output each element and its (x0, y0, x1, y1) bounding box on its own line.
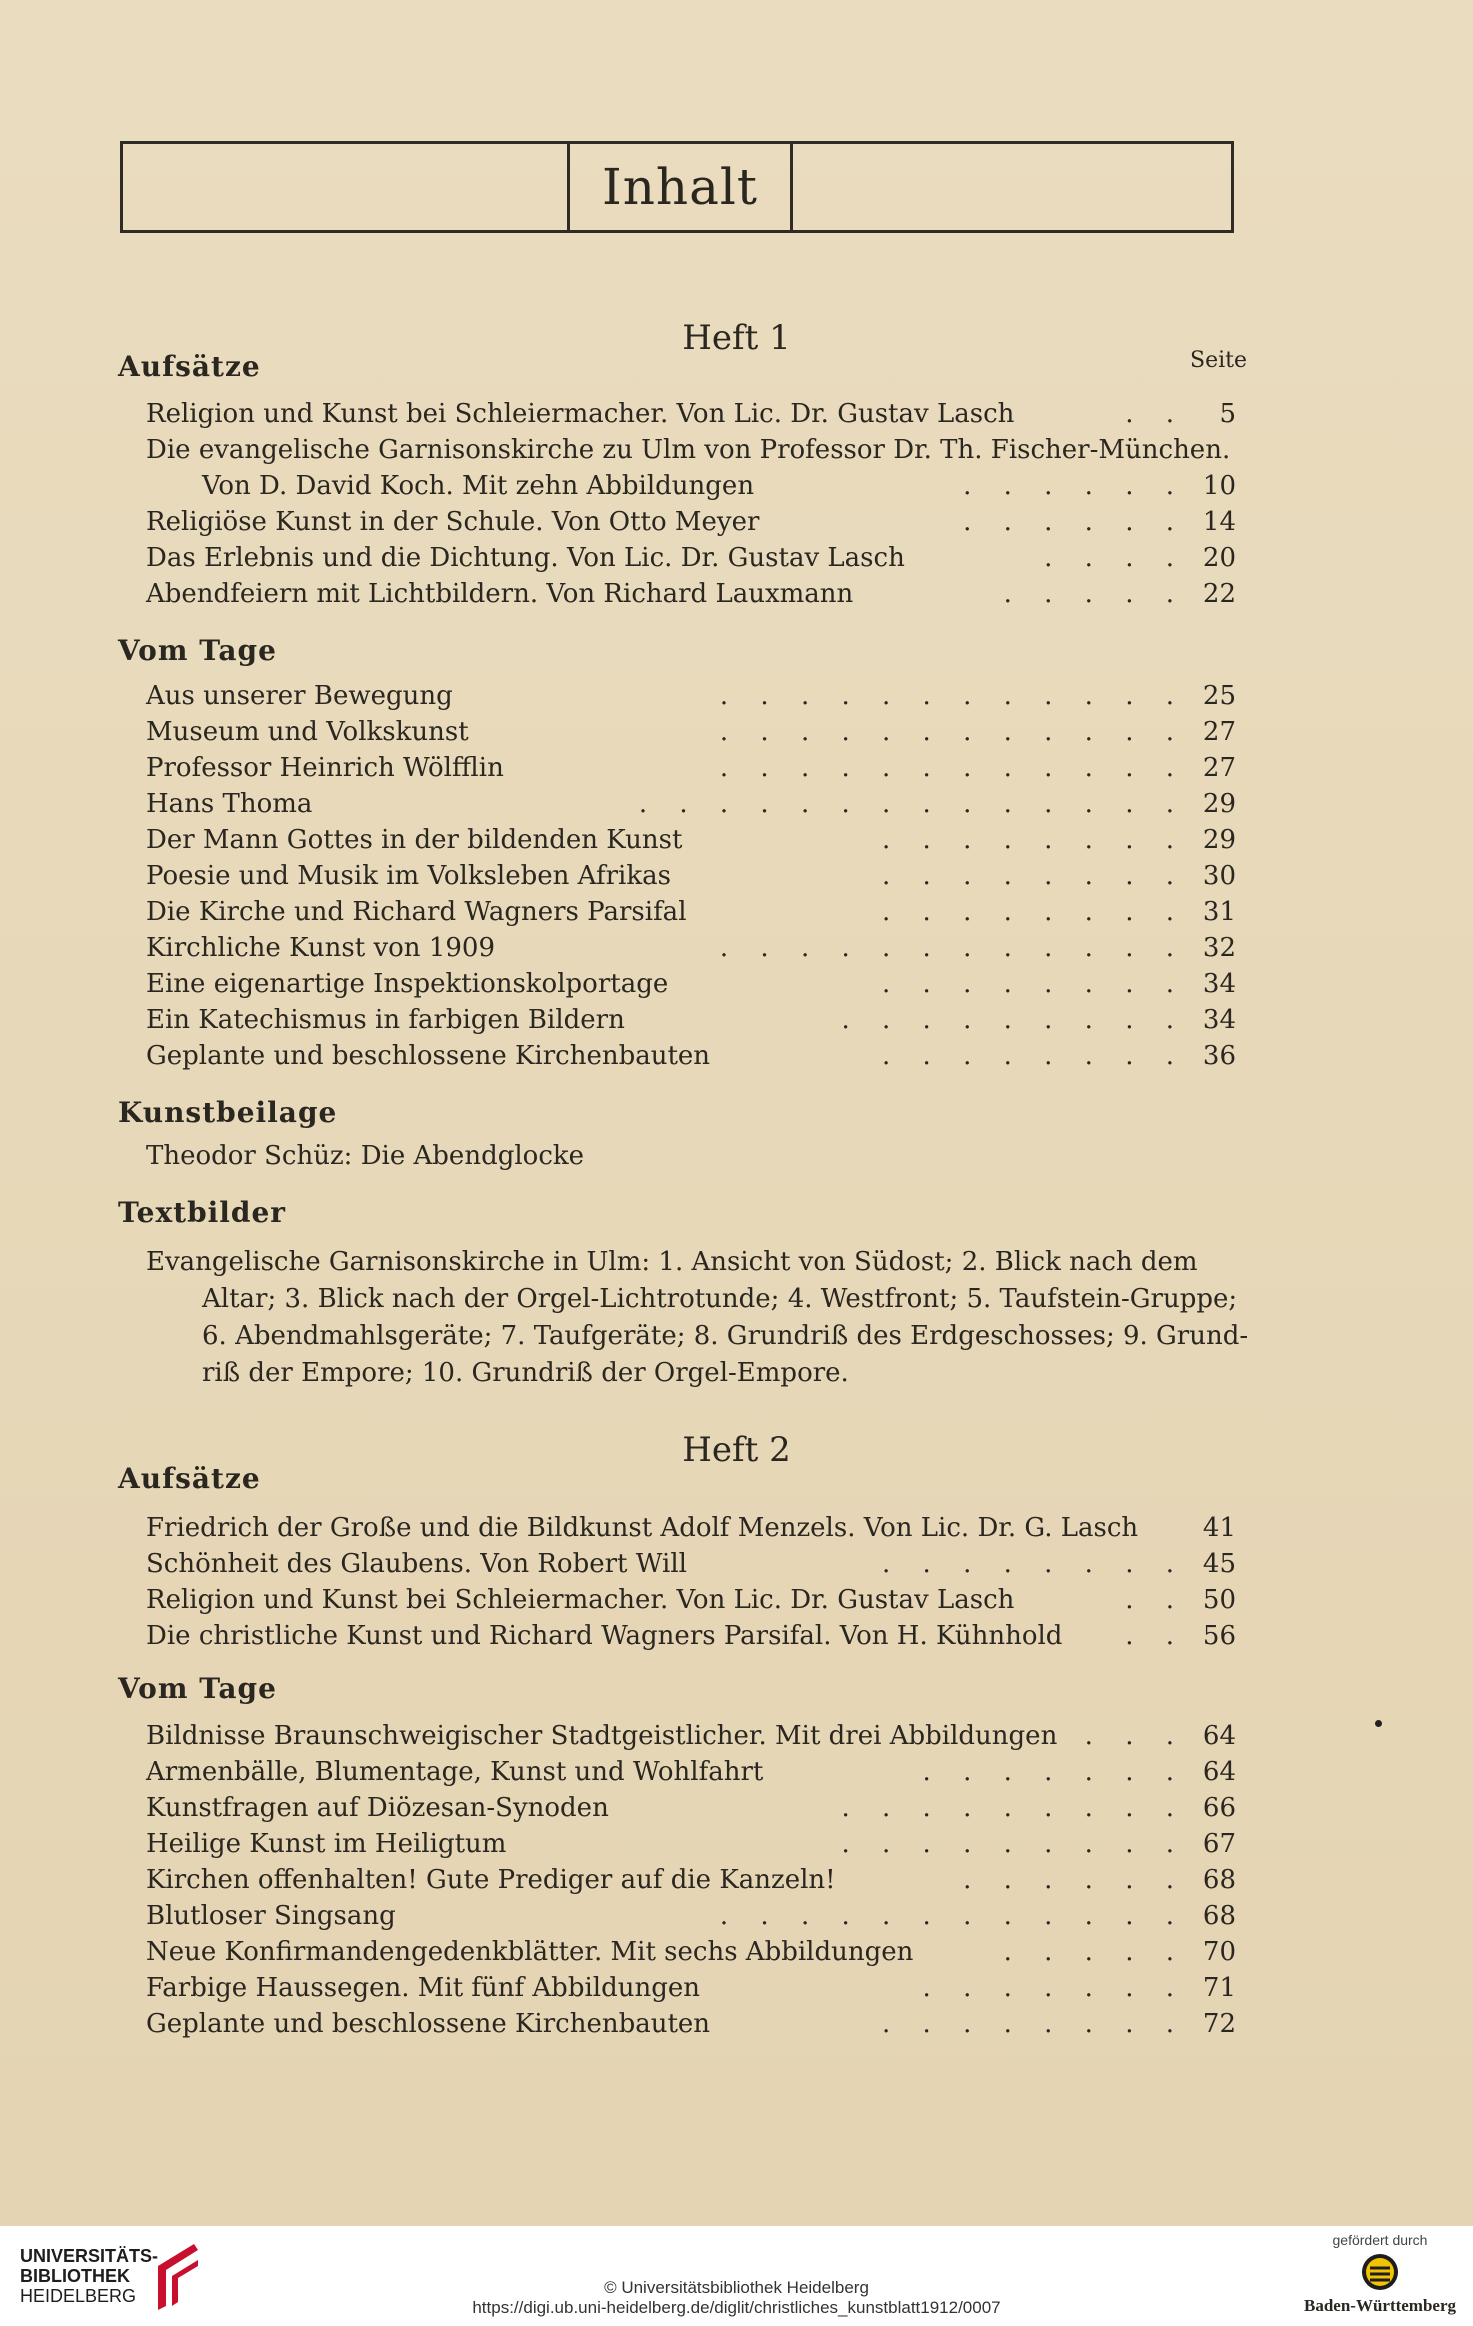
toc-entry-page: 14 (1202, 507, 1236, 537)
toc-entry-page: 32 (1202, 933, 1236, 963)
toc-entry-title: Von D. David Koch. Mit zehn Abbildungen (202, 471, 755, 501)
toc-entry[interactable]: Schönheit des Glaubens. Von Robert Will . . . . . . . . 45 (146, 1546, 1236, 1582)
toc-entry-page: 25 (1202, 681, 1236, 711)
toc-entry[interactable]: Aus unserer Bewegung . . . . . . . . . . . . 25 (146, 678, 1236, 714)
funder-block[interactable] (1300, 2232, 1460, 2316)
textbilder-line: riß der Empore; 10. Grundriß der Orgel-Empore. (202, 1358, 849, 1388)
toc-entry-page: 31 (1202, 897, 1236, 927)
toc-entry[interactable]: Eine eigenartige Inspektionskolportage . . . . . . . . 34 (146, 966, 1236, 1002)
footer-bar (0, 2226, 1473, 2326)
toc-entry[interactable]: Hans Thoma . . . . . . . . . . . . . . 29 (146, 786, 1236, 822)
toc-entry-page: 68 (1202, 1901, 1236, 1931)
toc-entry-title: Aus unserer Bewegung (146, 681, 453, 711)
toc-entry-page: 66 (1202, 1793, 1236, 1823)
toc-entry-title: Die evangelische Garnisonskirche zu Ulm von Professor Dr. Th. Fischer-München. (146, 435, 1231, 465)
toc-entry[interactable]: Farbige Haussegen. Mit fünf Abbildungen . . . . . . . 71 (146, 1970, 1236, 2006)
toc-entry[interactable]: Blutloser Singsang . . . . . . . . . . . . 68 (146, 1898, 1236, 1934)
toc-entry-title: Kirchen offenhalten! Gute Prediger auf die Kanzeln! (146, 1865, 836, 1895)
toc-entry-title: Heilige Kunst im Heiligtum (146, 1829, 507, 1859)
heft-1-aufsaetze-heading: Aufsätze (118, 350, 261, 383)
toc-entry-page: 27 (1202, 753, 1236, 783)
toc-entry-page: 27 (1202, 717, 1236, 747)
toc-entry-page: 29 (1202, 825, 1236, 855)
toc-entry-title: Die christliche Kunst und Richard Wagners Parsifal. Von H. Kühnhold (146, 1621, 1063, 1651)
library-name-line-2: BIBLIOTHEK (20, 2266, 130, 2286)
toc-entry-title: Bildnisse Braunschweigischer Stadtgeistlicher. Mit drei Abbildungen (146, 1721, 1058, 1751)
heft-1-textbilder-heading: Textbilder (118, 1196, 287, 1229)
permalink-url[interactable]: https://digi.ub.uni-heidelberg.de/diglit/christliches_kunstblatt1912/0007 (472, 2298, 1001, 2317)
toc-entry[interactable]: Kunstfragen auf Diözesan-Synoden . . . . . . . . . 66 (146, 1790, 1236, 1826)
seite-label: Seite (1190, 348, 1247, 373)
toc-entry[interactable]: Von D. David Koch. Mit zehn Abbildungen . . . . . . 10 (202, 468, 1236, 504)
toc-entry-title: Das Erlebnis und die Dichtung. Von Lic. Dr. Gustav Lasch (146, 543, 905, 573)
toc-entry-page: 72 (1202, 2009, 1236, 2039)
copyright-notice: © Universitätsbibliothek Heidelberg (604, 2278, 869, 2297)
toc-entry-title: Religion und Kunst bei Schleiermacher. Von Lic. Dr. Gustav Lasch (146, 1585, 1015, 1615)
toc-entry-title: Abendfeiern mit Lichtbildern. Von Richard Lauxmann (146, 579, 854, 609)
toc-entry-page: 20 (1202, 543, 1236, 573)
toc-entry[interactable]: Museum und Volkskunst . . . . . . . . . . . . 27 (146, 714, 1236, 750)
toc-entry[interactable]: Professor Heinrich Wölfflin . . . . . . . . . . . . 27 (146, 750, 1236, 786)
toc-entry[interactable]: Abendfeiern mit Lichtbildern. Von Richard Lauxmann . . . . . 22 (146, 576, 1236, 612)
toc-entry-page: 50 (1202, 1585, 1236, 1615)
library-name-line-1: UNIVERSITÄTS- (20, 2246, 159, 2266)
toc-entry-page: 30 (1202, 861, 1236, 891)
toc-entry[interactable]: Kirchen offenhalten! Gute Prediger auf die Kanzeln! . . . . . . 68 (146, 1862, 1236, 1898)
toc-entry-page: 70 (1202, 1937, 1236, 1967)
heft-1-vomtage-heading: Vom Tage (118, 634, 277, 667)
toc-entry-page: 5 (1219, 399, 1236, 429)
toc-entry[interactable]: Armenbälle, Blumentage, Kunst und Wohlfahrt . . . . . . . 64 (146, 1754, 1236, 1790)
toc-entry[interactable]: Religion und Kunst bei Schleiermacher. Von Lic. Dr. Gustav Lasch . . 5 (146, 396, 1236, 432)
toc-entry-title: Poesie und Musik im Volksleben Afrikas (146, 861, 671, 891)
toc-entry-title: Friedrich der Große und die Bildkunst Adolf Menzels. Von Lic. Dr. G. Lasch (146, 1513, 1139, 1543)
kunstbeilage-text: Theodor Schüz: Die Abendglocke (146, 1141, 585, 1171)
toc-entry[interactable]: Geplante und beschlossene Kirchenbauten . . . . . . . . 72 (146, 2006, 1236, 2042)
toc-entry-title: Religiöse Kunst in der Schule. Von Otto Meyer (146, 507, 760, 537)
toc-entry-title: Museum und Volkskunst (146, 717, 469, 747)
toc-entry-title: Hans Thoma (146, 789, 313, 819)
toc-entry-title: Farbige Haussegen. Mit fünf Abbildungen (146, 1973, 701, 2003)
toc-entry[interactable]: Bildnisse Braunschweigischer Stadtgeistlicher. Mit drei Abbildungen . . . 64 (146, 1718, 1236, 1754)
ink-speck (1375, 1720, 1382, 1727)
toc-entry[interactable]: Kirchliche Kunst von 1909 . . . . . . . . . . . . 32 (146, 930, 1236, 966)
toc-entry-title: Die Kirche und Richard Wagners Parsifal (146, 897, 687, 927)
toc-entry[interactable]: Religion und Kunst bei Schleiermacher. Von Lic. Dr. Gustav Lasch . . 50 (146, 1582, 1236, 1618)
toc-entry-page: 10 (1202, 471, 1236, 501)
toc-entry[interactable]: Ein Katechismus in farbigen Bildern . . . . . . . . . 34 (146, 1002, 1236, 1038)
library-name-line-3: HEIDELBERG (20, 2286, 137, 2306)
toc-entry[interactable] (146, 1510, 1236, 1546)
heft-2-vomtage-heading: Vom Tage (118, 1672, 277, 1705)
toc-entry[interactable] (146, 432, 1236, 468)
toc-entry-page: 64 (1202, 1757, 1236, 1787)
toc-entry-page: 34 (1202, 1005, 1236, 1035)
page-title: Inhalt (567, 141, 793, 233)
toc-entry[interactable]: Geplante und beschlossene Kirchenbauten . . . . . . . . 36 (146, 1038, 1236, 1074)
toc-entry-page: 71 (1202, 1973, 1236, 2003)
toc-entry-page: 29 (1202, 789, 1236, 819)
toc-entry[interactable]: Neue Konfirmandengedenkblätter. Mit sechs Abbildungen . . . . . 70 (146, 1934, 1236, 1970)
toc-entry-title: Professor Heinrich Wölfflin (146, 753, 504, 783)
toc-entry-title: Religion und Kunst bei Schleiermacher. Von Lic. Dr. Gustav Lasch (146, 399, 1015, 429)
toc-entry-page: 67 (1202, 1829, 1236, 1859)
funder-name: Baden-Württemberg (1303, 2296, 1457, 2315)
toc-entry[interactable]: Die christliche Kunst und Richard Wagners Parsifal. Von H. Kühnhold . . 56 (146, 1618, 1236, 1654)
toc-entry-title: Der Mann Gottes in der bildenden Kunst (146, 825, 683, 855)
toc-entry-page: 22 (1202, 579, 1236, 609)
textbilder-line: 6. Abendmahlsgeräte; 7. Taufgeräte; 8. Grundriß des Erdgeschosses; 9. Grund- (202, 1321, 1249, 1351)
toc-entry-title: Armenbälle, Blumentage, Kunst und Wohlfahrt (146, 1757, 764, 1787)
textbilder-line: Evangelische Garnisonskirche in Ulm: 1. Ansicht von Südost; 2. Blick nach dem (146, 1247, 1198, 1277)
toc-entry-page: 36 (1202, 1041, 1236, 1071)
toc-entry-title: Neue Konfirmandengedenkblätter. Mit sechs Abbildungen (146, 1937, 914, 1967)
toc-entry[interactable]: Der Mann Gottes in der bildenden Kunst . . . . . . . . 29 (146, 822, 1236, 858)
toc-entry-page: 45 (1202, 1549, 1236, 1579)
toc-entry[interactable]: Heilige Kunst im Heiligtum . . . . . . . . . 67 (146, 1826, 1236, 1862)
heft-1-heading: Heft 1 (682, 318, 791, 358)
toc-entry-title: Ein Katechismus in farbigen Bildern (146, 1005, 625, 1035)
toc-entry[interactable]: Poesie und Musik im Volksleben Afrikas . . . . . . . . 30 (146, 858, 1236, 894)
toc-entry-page: 56 (1202, 1621, 1236, 1651)
toc-entry-title: Blutloser Singsang (146, 1901, 396, 1931)
toc-entry-title: Eine eigenartige Inspektionskolportage (146, 969, 669, 999)
textbilder-line: Altar; 3. Blick nach der Orgel-Lichtrotunde; 4. Westfront; 5. Taufstein-Gruppe; (202, 1284, 1238, 1314)
heft-2-aufsaetze-heading: Aufsätze (118, 1462, 261, 1495)
toc-entry[interactable]: Die Kirche und Richard Wagners Parsifal . . . . . . . . 31 (146, 894, 1236, 930)
toc-entry[interactable]: Religiöse Kunst in der Schule. Von Otto Meyer . . . . . . 14 (146, 504, 1236, 540)
toc-entry-title: Geplante und beschlossene Kirchenbauten (146, 1041, 711, 1071)
toc-entry-title: Kirchliche Kunst von 1909 (146, 933, 495, 963)
toc-entry-title: Geplante und beschlossene Kirchenbauten (146, 2009, 711, 2039)
toc-entry-page: 68 (1202, 1865, 1236, 1895)
title-frame (120, 141, 1234, 233)
toc-entry[interactable]: Das Erlebnis und die Dichtung. Von Lic. Dr. Gustav Lasch . . . . 20 (146, 540, 1236, 576)
heft-1-kunstbeilage-heading: Kunstbeilage (118, 1096, 338, 1129)
toc-entry-page: 41 (1202, 1513, 1236, 1543)
toc-entry-page: 64 (1202, 1721, 1236, 1751)
toc-entry-title: Schönheit des Glaubens. Von Robert Will (146, 1549, 687, 1579)
heft-2-heading: Heft 2 (682, 1430, 791, 1470)
bw-coat-of-arms-icon (1360, 2252, 1400, 2292)
funded-by-label: gefördert durch (1332, 2232, 1428, 2248)
toc-entry-title: Kunstfragen auf Diözesan-Synoden (146, 1793, 609, 1823)
toc-entry-page: 34 (1202, 969, 1236, 999)
